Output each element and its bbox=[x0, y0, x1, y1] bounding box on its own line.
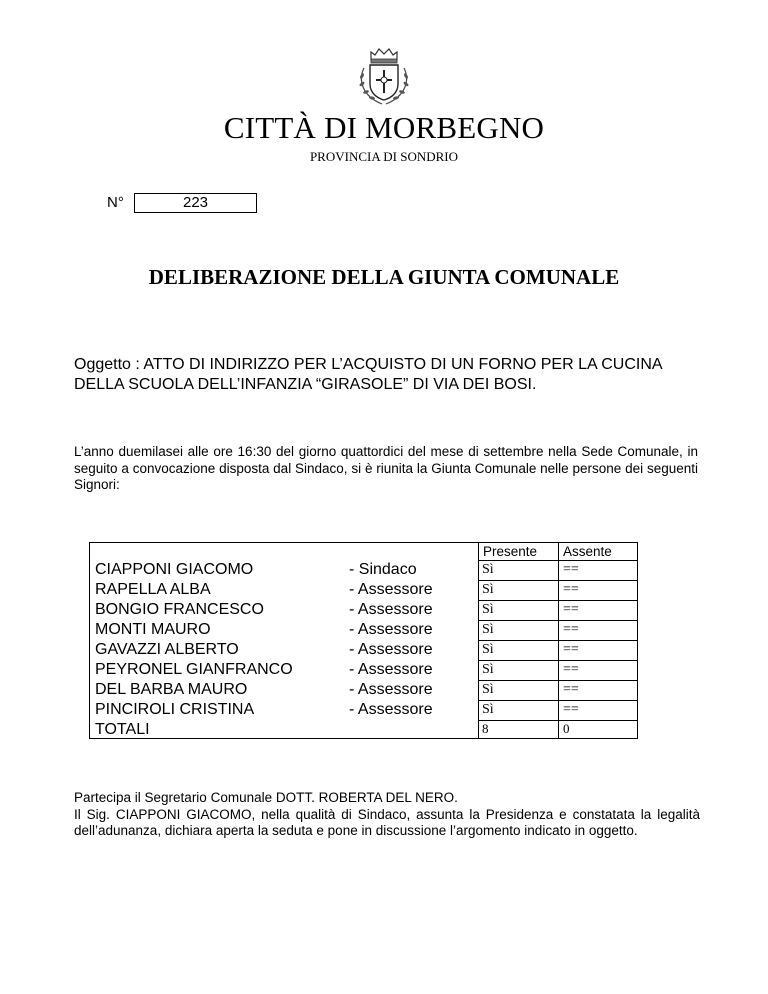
member-role: - Assessore bbox=[349, 621, 433, 638]
assente-value: == bbox=[563, 662, 579, 677]
member-role: - Assessore bbox=[349, 641, 433, 658]
member-role: - Assessore bbox=[349, 601, 433, 618]
presente-value: Sì bbox=[482, 562, 494, 577]
table-rule bbox=[478, 660, 637, 661]
column-header-assente: Assente bbox=[563, 544, 612, 559]
member-role: - Assessore bbox=[349, 681, 433, 698]
number-label: N° bbox=[107, 194, 124, 211]
table-rule bbox=[478, 720, 637, 721]
presente-value: Sì bbox=[482, 662, 494, 677]
secretary-line: Partecipa il Segretario Comunale DOTT. ROBERTA DEL NERO. bbox=[74, 790, 458, 805]
member-name: RAPELLA ALBA bbox=[95, 581, 211, 598]
assente-value: == bbox=[563, 682, 579, 697]
table-rule bbox=[478, 580, 637, 581]
presente-value: Sì bbox=[482, 582, 494, 597]
assente-value: == bbox=[563, 642, 579, 657]
presente-value: Sì bbox=[482, 682, 494, 697]
table-rule bbox=[478, 680, 637, 681]
table-rule bbox=[478, 640, 637, 641]
province-name: PROVINCIA DI SONDRIO bbox=[309, 149, 459, 164]
member-role: - Sindaco bbox=[349, 561, 417, 578]
member-name: CIAPPONI GIACOMO bbox=[95, 561, 254, 578]
totals-presente: 8 bbox=[482, 721, 489, 736]
assente-value: == bbox=[563, 562, 579, 577]
member-role: - Assessore bbox=[349, 661, 433, 678]
city-crest-icon bbox=[354, 46, 414, 108]
intro-paragraph: L’anno duemilasei alle ore 16:30 del giorno quattordici del mese di settembre nella Sede Comunale, in seguito a convocazione disposta dal Sindaco, si è riunita la Giunta Comunale nelle persone dei seguenti Signori: bbox=[74, 444, 698, 492]
member-name: PEYRONEL GIANFRANCO bbox=[95, 661, 293, 678]
table-rule bbox=[478, 560, 637, 561]
assente-value: == bbox=[563, 702, 579, 717]
totals-label: TOTALI bbox=[95, 721, 150, 738]
column-header-presente: Presente bbox=[483, 544, 538, 559]
table-rule bbox=[478, 620, 637, 621]
totals-assente: 0 bbox=[563, 721, 570, 736]
member-role: - Assessore bbox=[349, 581, 433, 598]
presente-value: Sì bbox=[482, 622, 494, 637]
assente-value: == bbox=[563, 622, 579, 637]
city-name: CITTÀ DI MORBEGNO bbox=[223, 110, 545, 145]
closing-paragraph bbox=[74, 790, 700, 840]
member-role: - Assessore bbox=[349, 701, 433, 718]
subject-text: Oggetto : ATTO DI INDIRIZZO PER L’ACQUISTO DI UN FORNO PER LA CUCINA DELLA SCUOLA DELL’INFANZIA “GIRASOLE” DI VIA DEI BOSI. bbox=[74, 356, 662, 393]
presidency-line: Il Sig. CIAPPONI GIACOMO, nella qualità di Sindaco, assunta la Presidenza e constatata la legalità dell’adunanza, dichiara aperta la seduta e pone in discussione l’argomento indicato in oggetto. bbox=[74, 806, 700, 838]
member-name: MONTI MAURO bbox=[95, 621, 211, 638]
assente-value: == bbox=[563, 602, 579, 617]
member-name: PINCIROLI CRISTINA bbox=[95, 701, 255, 718]
table-rule bbox=[478, 700, 637, 701]
member-name: DEL BARBA MAURO bbox=[95, 681, 248, 698]
member-name: GAVAZZI ALBERTO bbox=[95, 641, 239, 658]
presente-value: Sì bbox=[482, 702, 494, 717]
member-name: BONGIO FRANCESCO bbox=[95, 601, 264, 618]
attendance-table bbox=[89, 542, 638, 739]
presente-value: Sì bbox=[482, 602, 494, 617]
document-title: DELIBERAZIONE DELLA GIUNTA COMUNALE bbox=[148, 265, 620, 289]
deliberation-number: 223 bbox=[134, 193, 257, 213]
table-rule bbox=[478, 600, 637, 601]
assente-value: == bbox=[563, 582, 579, 597]
presente-value: Sì bbox=[482, 642, 494, 657]
